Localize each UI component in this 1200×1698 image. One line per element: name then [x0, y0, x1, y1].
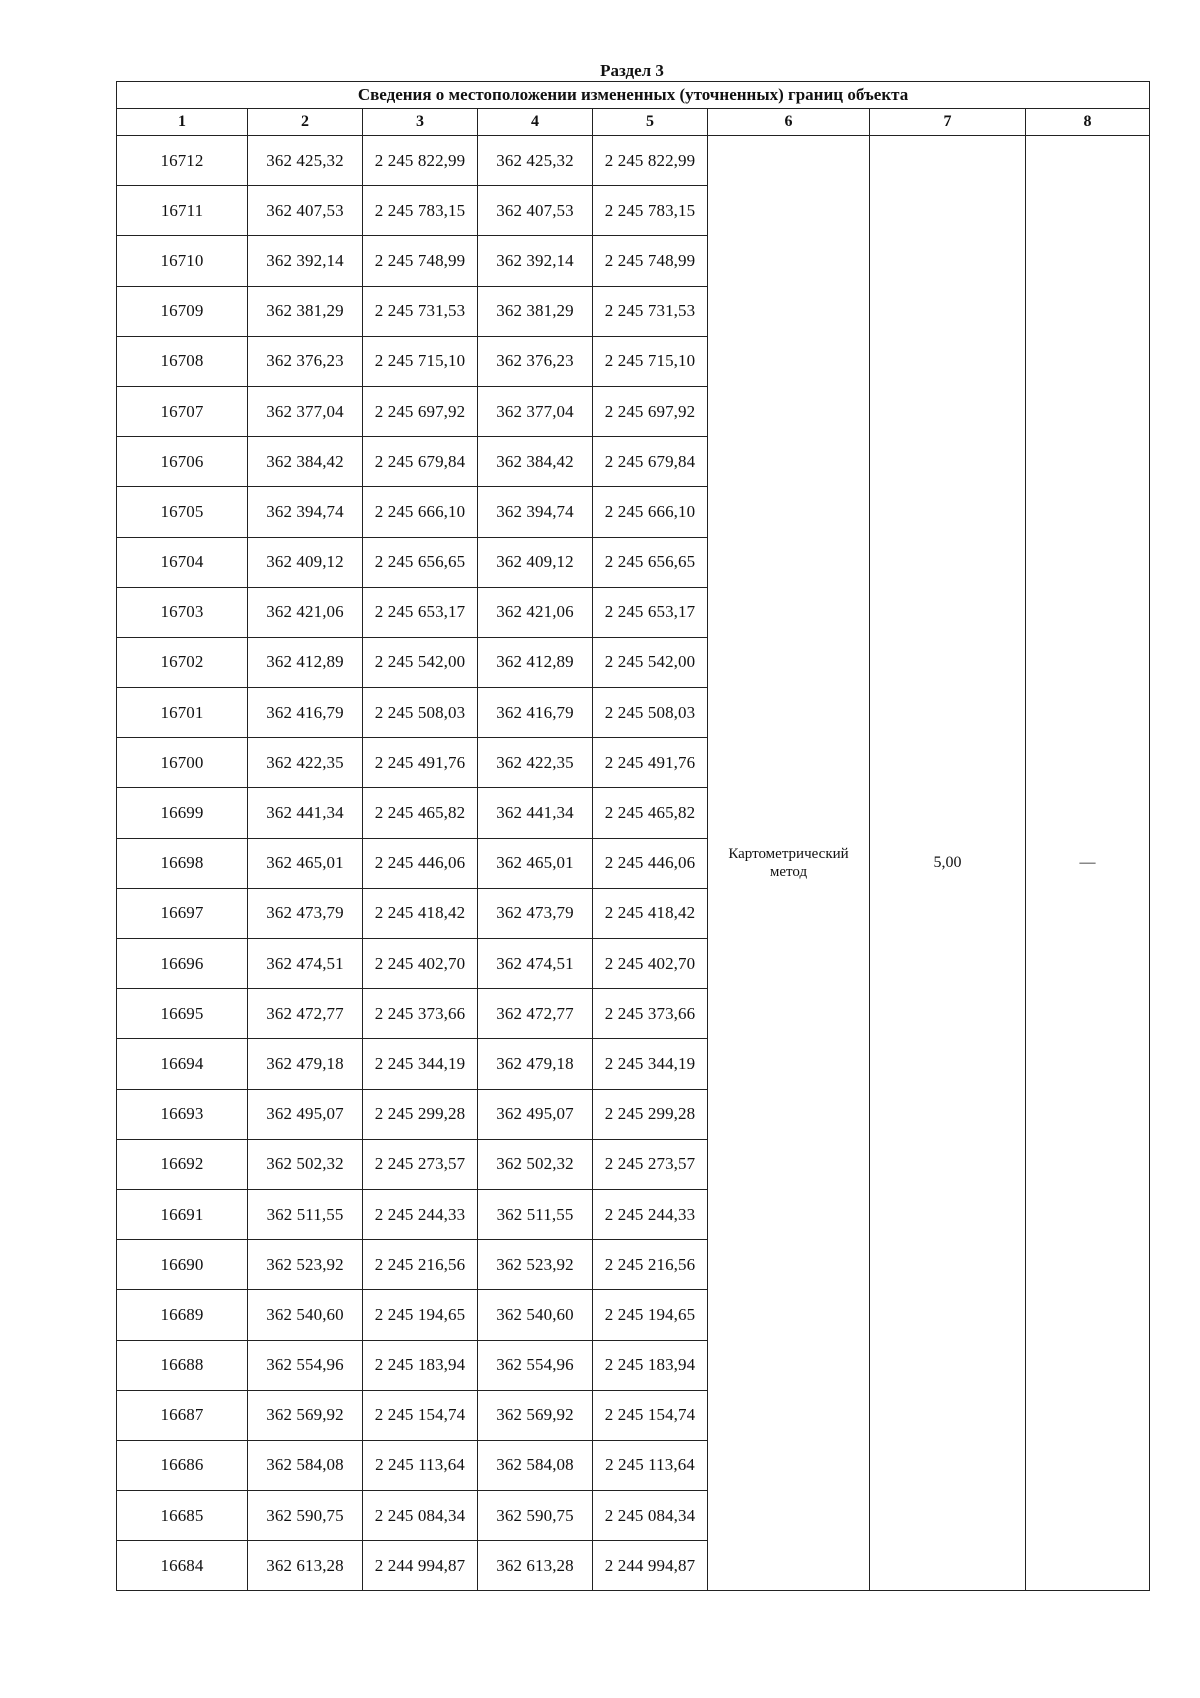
old-x-cell: 362 473,79	[248, 888, 363, 938]
old-y-cell: 2 245 508,03	[363, 688, 478, 738]
old-x-cell: 362 422,35	[248, 738, 363, 788]
new-x-cell: 362 376,23	[478, 336, 593, 386]
method-text-line-1: Картометрический	[728, 846, 849, 863]
old-y-cell: 2 245 679,84	[363, 437, 478, 487]
old-y-cell: 2 245 465,82	[363, 788, 478, 838]
new-x-cell: 362 613,28	[478, 1541, 593, 1591]
new-y-cell: 2 245 402,70	[593, 939, 708, 989]
new-y-cell: 2 245 679,84	[593, 437, 708, 487]
table-caption: Сведения о местоположении измененных (уточненных) границ объекта	[117, 82, 1150, 109]
new-x-cell: 362 409,12	[478, 537, 593, 587]
column-number: 4	[478, 109, 593, 136]
old-x-cell: 362 472,77	[248, 989, 363, 1039]
old-y-cell: 2 245 715,10	[363, 336, 478, 386]
new-y-cell: 2 245 666,10	[593, 487, 708, 537]
point-number-cell: 16703	[117, 587, 248, 637]
old-y-cell: 2 245 216,56	[363, 1240, 478, 1290]
old-x-cell: 362 376,23	[248, 336, 363, 386]
old-y-cell: 2 245 113,64	[363, 1440, 478, 1490]
new-x-cell: 362 425,32	[478, 136, 593, 186]
old-x-cell: 362 425,32	[248, 136, 363, 186]
column-number: 7	[870, 109, 1026, 136]
old-y-cell: 2 244 994,87	[363, 1541, 478, 1591]
old-y-cell: 2 245 084,34	[363, 1491, 478, 1541]
new-y-cell: 2 245 731,53	[593, 286, 708, 336]
point-number-cell: 16711	[117, 186, 248, 236]
old-y-cell: 2 245 822,99	[363, 136, 478, 186]
new-x-cell: 362 407,53	[478, 186, 593, 236]
point-number-cell: 16699	[117, 788, 248, 838]
new-x-cell: 362 392,14	[478, 236, 593, 286]
new-y-cell: 2 245 084,34	[593, 1491, 708, 1541]
new-x-cell: 362 394,74	[478, 487, 593, 537]
point-number-cell: 16687	[117, 1390, 248, 1440]
note-cell: —	[1026, 136, 1150, 1591]
new-x-cell: 362 474,51	[478, 939, 593, 989]
new-y-cell: 2 245 508,03	[593, 688, 708, 738]
point-number-cell: 16691	[117, 1189, 248, 1239]
point-number-cell: 16705	[117, 487, 248, 537]
old-x-cell: 362 569,92	[248, 1390, 363, 1440]
old-y-cell: 2 245 731,53	[363, 286, 478, 336]
boundary-coordinates-table	[116, 81, 1150, 1591]
point-number-cell: 16712	[117, 136, 248, 186]
new-y-cell: 2 245 244,33	[593, 1189, 708, 1239]
old-y-cell: 2 245 273,57	[363, 1139, 478, 1189]
point-number-cell: 16694	[117, 1039, 248, 1089]
old-x-cell: 362 441,34	[248, 788, 363, 838]
new-y-cell: 2 245 465,82	[593, 788, 708, 838]
old-y-cell: 2 245 183,94	[363, 1340, 478, 1390]
column-number: 5	[593, 109, 708, 136]
new-y-cell: 2 245 216,56	[593, 1240, 708, 1290]
new-x-cell: 362 441,34	[478, 788, 593, 838]
point-number-cell: 16693	[117, 1089, 248, 1139]
new-y-cell: 2 245 697,92	[593, 386, 708, 436]
old-x-cell: 362 511,55	[248, 1189, 363, 1239]
new-y-cell: 2 245 194,65	[593, 1290, 708, 1340]
new-y-cell: 2 245 748,99	[593, 236, 708, 286]
column-number: 3	[363, 109, 478, 136]
new-y-cell: 2 245 299,28	[593, 1089, 708, 1139]
point-number-cell: 16706	[117, 437, 248, 487]
table-row	[117, 136, 1150, 186]
old-x-cell: 362 613,28	[248, 1541, 363, 1591]
point-number-cell: 16697	[117, 888, 248, 938]
new-y-cell: 2 245 656,65	[593, 537, 708, 587]
new-y-cell: 2 245 154,74	[593, 1390, 708, 1440]
old-x-cell: 362 384,42	[248, 437, 363, 487]
new-y-cell: 2 245 373,66	[593, 989, 708, 1039]
point-number-cell: 16698	[117, 838, 248, 888]
old-y-cell: 2 245 244,33	[363, 1189, 478, 1239]
accuracy-cell: 5,00	[870, 136, 1026, 1591]
new-y-cell: 2 245 715,10	[593, 336, 708, 386]
new-y-cell: 2 245 113,64	[593, 1440, 708, 1490]
new-y-cell: 2 245 653,17	[593, 587, 708, 637]
new-y-cell: 2 245 542,00	[593, 637, 708, 687]
new-x-cell: 362 511,55	[478, 1189, 593, 1239]
old-x-cell: 362 523,92	[248, 1240, 363, 1290]
old-y-cell: 2 245 653,17	[363, 587, 478, 637]
new-x-cell: 362 590,75	[478, 1491, 593, 1541]
point-number-cell: 16702	[117, 637, 248, 687]
old-y-cell: 2 245 154,74	[363, 1390, 478, 1440]
old-x-cell: 362 409,12	[248, 537, 363, 587]
new-x-cell: 362 540,60	[478, 1290, 593, 1340]
new-y-cell: 2 245 344,19	[593, 1039, 708, 1089]
point-number-cell: 16700	[117, 738, 248, 788]
new-y-cell: 2 244 994,87	[593, 1541, 708, 1591]
old-x-cell: 362 584,08	[248, 1440, 363, 1490]
old-y-cell: 2 245 491,76	[363, 738, 478, 788]
point-number-cell: 16708	[117, 336, 248, 386]
section-title: Раздел 3	[600, 61, 664, 80]
old-y-cell: 2 245 194,65	[363, 1290, 478, 1340]
new-x-cell: 362 584,08	[478, 1440, 593, 1490]
column-number: 6	[708, 109, 870, 136]
new-x-cell: 362 523,92	[478, 1240, 593, 1290]
point-number-cell: 16690	[117, 1240, 248, 1290]
old-y-cell: 2 245 656,65	[363, 537, 478, 587]
old-y-cell: 2 245 697,92	[363, 386, 478, 436]
old-x-cell: 362 474,51	[248, 939, 363, 989]
old-y-cell: 2 245 542,00	[363, 637, 478, 687]
new-y-cell: 2 245 446,06	[593, 838, 708, 888]
old-x-cell: 362 394,74	[248, 487, 363, 537]
point-number-cell: 16710	[117, 236, 248, 286]
old-x-cell: 362 540,60	[248, 1290, 363, 1340]
old-y-cell: 2 245 783,15	[363, 186, 478, 236]
new-y-cell: 2 245 822,99	[593, 136, 708, 186]
method-cell	[708, 136, 870, 1591]
old-y-cell: 2 245 373,66	[363, 989, 478, 1039]
new-x-cell: 362 416,79	[478, 688, 593, 738]
old-x-cell: 362 495,07	[248, 1089, 363, 1139]
point-number-cell: 16701	[117, 688, 248, 738]
column-number: 8	[1026, 109, 1150, 136]
new-x-cell: 362 554,96	[478, 1340, 593, 1390]
old-y-cell: 2 245 344,19	[363, 1039, 478, 1089]
new-x-cell: 362 479,18	[478, 1039, 593, 1089]
old-x-cell: 362 377,04	[248, 386, 363, 436]
new-x-cell: 362 495,07	[478, 1089, 593, 1139]
point-number-cell: 16709	[117, 286, 248, 336]
new-y-cell: 2 245 491,76	[593, 738, 708, 788]
point-number-cell: 16692	[117, 1139, 248, 1189]
new-x-cell: 362 381,29	[478, 286, 593, 336]
table-body	[117, 136, 1150, 1591]
old-x-cell: 362 412,89	[248, 637, 363, 687]
old-x-cell: 362 590,75	[248, 1491, 363, 1541]
new-x-cell: 362 412,89	[478, 637, 593, 687]
new-x-cell: 362 569,92	[478, 1390, 593, 1440]
old-x-cell: 362 502,32	[248, 1139, 363, 1189]
point-number-cell: 16707	[117, 386, 248, 436]
point-number-cell: 16696	[117, 939, 248, 989]
point-number-cell: 16689	[117, 1290, 248, 1340]
point-number-cell: 16684	[117, 1541, 248, 1591]
old-y-cell: 2 245 446,06	[363, 838, 478, 888]
new-y-cell: 2 245 273,57	[593, 1139, 708, 1189]
new-x-cell: 362 422,35	[478, 738, 593, 788]
new-x-cell: 362 502,32	[478, 1139, 593, 1189]
column-number: 1	[117, 109, 248, 136]
old-x-cell: 362 381,29	[248, 286, 363, 336]
old-x-cell: 362 392,14	[248, 236, 363, 286]
new-x-cell: 362 377,04	[478, 386, 593, 436]
method-text-line-2: метод	[769, 864, 808, 881]
old-x-cell: 362 465,01	[248, 838, 363, 888]
new-y-cell: 2 245 783,15	[593, 186, 708, 236]
point-number-cell: 16704	[117, 537, 248, 587]
new-x-cell: 362 465,01	[478, 838, 593, 888]
old-x-cell: 362 554,96	[248, 1340, 363, 1390]
old-y-cell: 2 245 299,28	[363, 1089, 478, 1139]
column-number: 2	[248, 109, 363, 136]
old-y-cell: 2 245 666,10	[363, 487, 478, 537]
old-y-cell: 2 245 402,70	[363, 939, 478, 989]
old-x-cell: 362 416,79	[248, 688, 363, 738]
new-y-cell: 2 245 418,42	[593, 888, 708, 938]
column-number-row	[117, 109, 1150, 136]
old-y-cell: 2 245 748,99	[363, 236, 478, 286]
point-number-cell: 16695	[117, 989, 248, 1039]
new-x-cell: 362 473,79	[478, 888, 593, 938]
old-y-cell: 2 245 418,42	[363, 888, 478, 938]
old-x-cell: 362 421,06	[248, 587, 363, 637]
point-number-cell: 16685	[117, 1491, 248, 1541]
point-number-cell: 16686	[117, 1440, 248, 1490]
new-y-cell: 2 245 183,94	[593, 1340, 708, 1390]
new-x-cell: 362 472,77	[478, 989, 593, 1039]
point-number-cell: 16688	[117, 1340, 248, 1390]
new-x-cell: 362 384,42	[478, 437, 593, 487]
new-x-cell: 362 421,06	[478, 587, 593, 637]
old-x-cell: 362 479,18	[248, 1039, 363, 1089]
old-x-cell: 362 407,53	[248, 186, 363, 236]
